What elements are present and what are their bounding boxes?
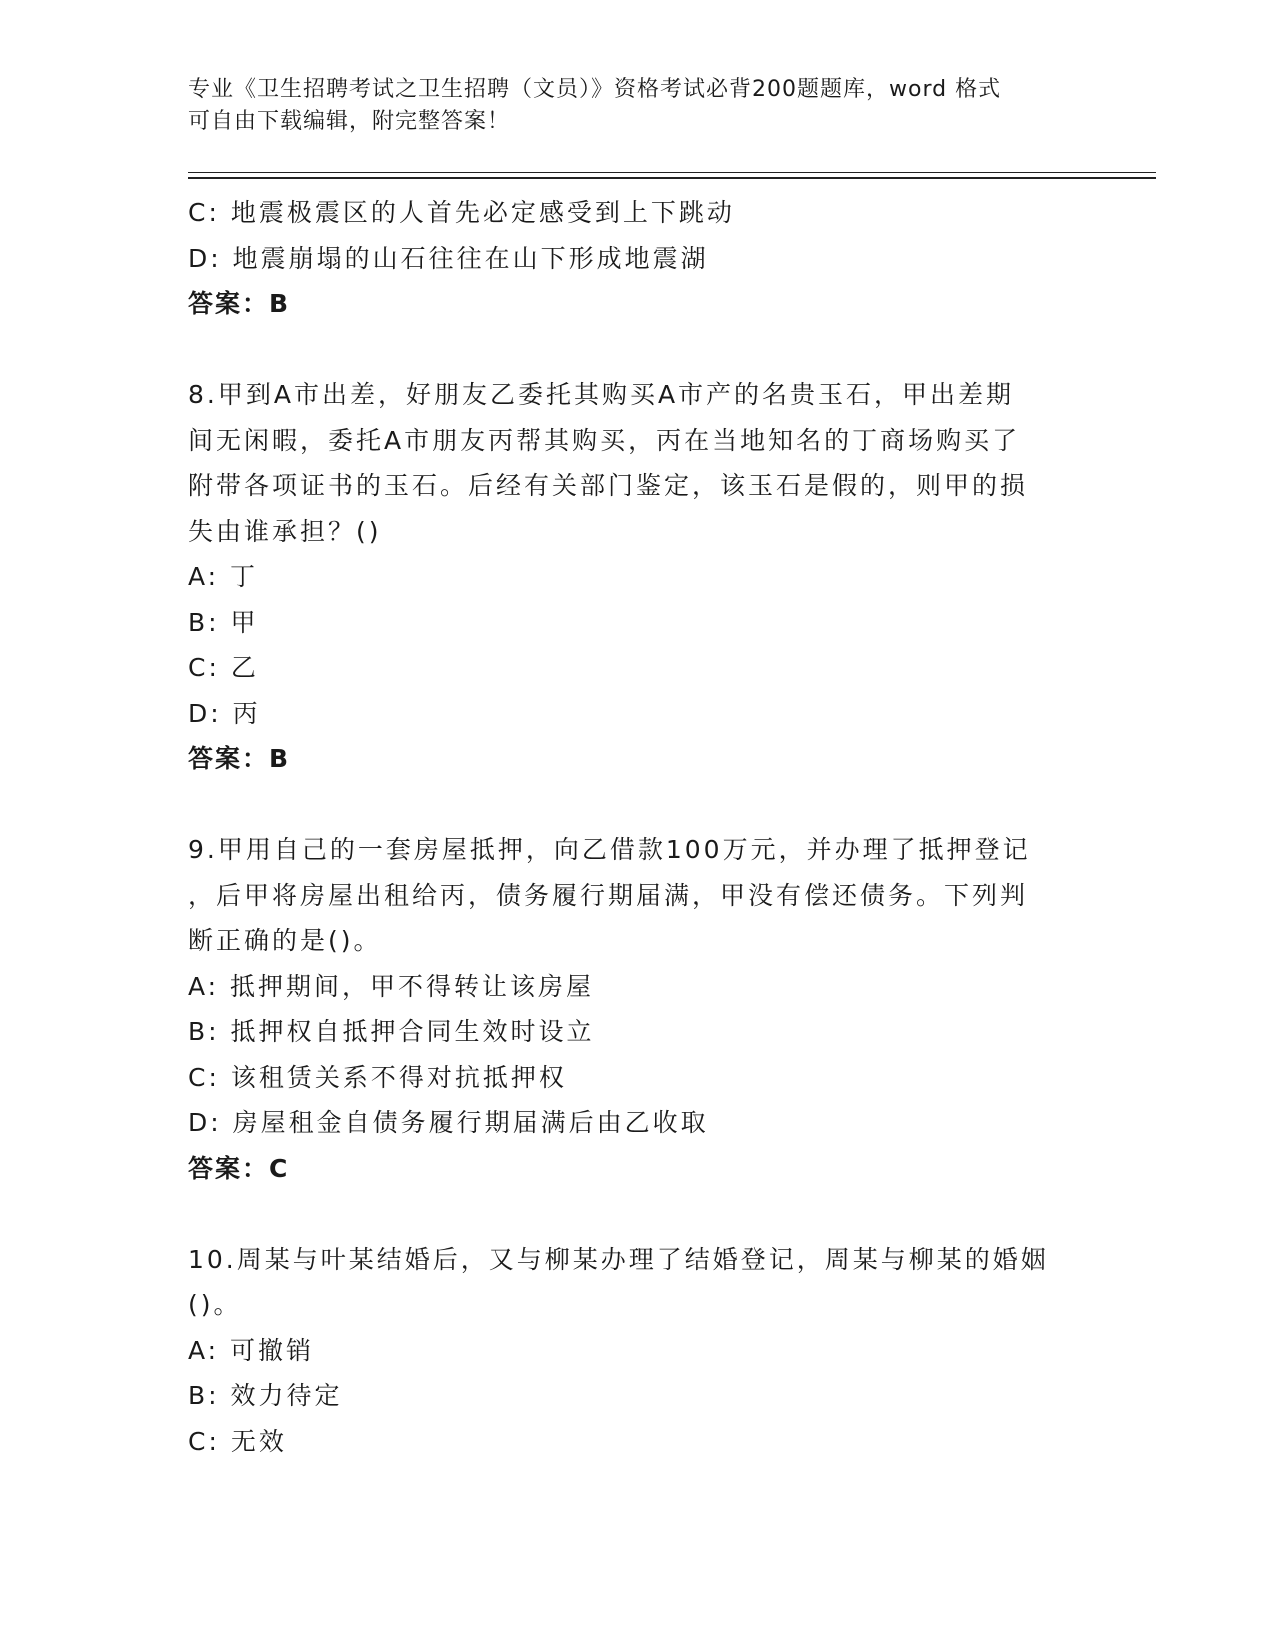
option-a: A: 丁	[188, 562, 259, 591]
spacer	[188, 327, 1088, 373]
option-c: C: 无效	[188, 1426, 287, 1456]
question-stem-line: 附带各项证书的玉石。后经有关部门鉴定，该玉石是假的，则甲的损	[188, 471, 1029, 500]
option-b: B: 抵押权自抵押合同生效时设立	[188, 1017, 595, 1046]
answer-line: 答案：C	[188, 1153, 290, 1183]
header-title-line1: 专业《卫生招聘考试之卫生招聘（文员）》资格考试必背200题题库，word 格式	[188, 77, 1002, 102]
question-stem-line: 9.甲用自己的一套房屋抵押，向乙借款100万元，并办理了抵押登记	[188, 835, 1031, 864]
question-stem-line: 断正确的是()。	[188, 926, 382, 955]
question-8	[188, 372, 1088, 782]
question-stem-line: ()。	[188, 1290, 242, 1319]
option-c: C: 地震极震区的人首先必定感受到上下跳动	[188, 198, 735, 227]
spacer	[188, 782, 1088, 828]
option-d: D: 丙	[188, 698, 261, 728]
question-stem-line: 间无闲暇，委托A市朋友丙帮其购买，丙在当地知名的丁商场购买了	[188, 425, 1021, 455]
page-header	[188, 74, 1088, 138]
previous-question-tail	[188, 190, 1088, 327]
question-9	[188, 827, 1088, 1191]
question-stem-line: 8.甲到A市出差，好朋友乙委托其购买A市产的名贵玉石，甲出差期	[188, 380, 1015, 409]
answer-line: 答案：B	[188, 289, 291, 318]
header-divider-thick	[188, 177, 1156, 179]
option-d: D: 地震崩塌的山石往往在山下形成地震湖	[188, 243, 709, 273]
option-d: D: 房屋租金自债务履行期届满后由乙收取	[188, 1108, 709, 1137]
question-10	[188, 1237, 1088, 1465]
answer-line: 答案：B	[188, 744, 291, 773]
option-b: B: 效力待定	[188, 1381, 343, 1410]
option-c: C: 乙	[188, 653, 259, 682]
question-stem-line: ，后甲将房屋出租给丙，债务履行期届满，甲没有偿还债务。下列判	[188, 880, 1029, 910]
option-a: A: 抵押期间，甲不得转让该房屋	[188, 971, 595, 1001]
header-divider-thin	[188, 172, 1156, 173]
option-a: A: 可撤销	[188, 1335, 315, 1365]
option-b: B: 甲	[188, 607, 259, 637]
option-c: C: 该租赁关系不得对抗抵押权	[188, 1062, 567, 1092]
document-body	[188, 190, 1088, 1464]
question-stem-line: 10.周某与叶某结婚后，又与柳某办理了结婚登记，周某与柳某的婚姻	[188, 1244, 1049, 1274]
question-stem-line: 失由谁承担？()	[188, 516, 382, 546]
header-title-line2: 可自由下载编辑，附完整答案！	[188, 109, 511, 134]
spacer	[188, 1191, 1088, 1237]
